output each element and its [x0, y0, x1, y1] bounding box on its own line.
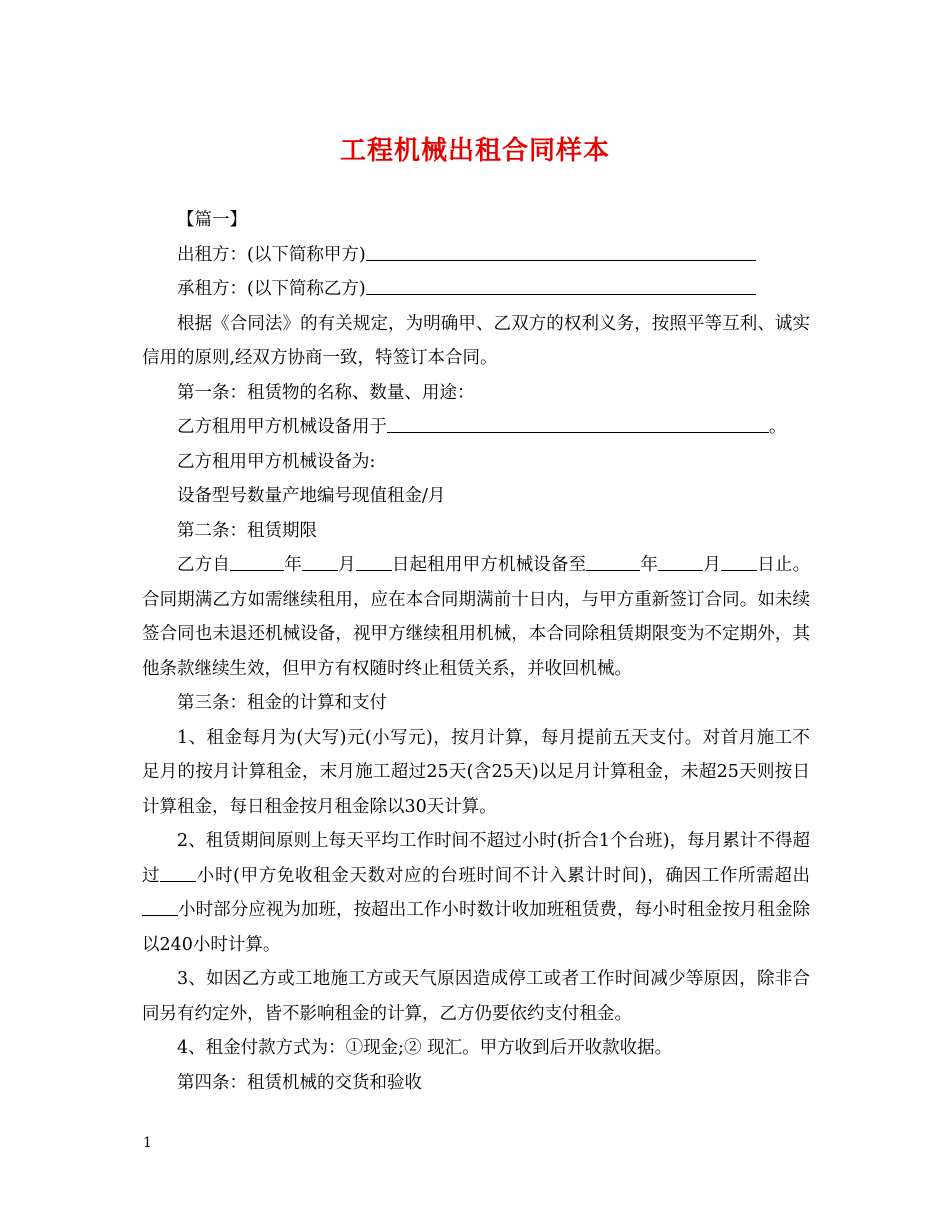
- lessor-line: [142, 238, 810, 273]
- lessor-label: 出租方：(以下简称甲方): [177, 244, 366, 265]
- lessee-line: [142, 272, 810, 307]
- usage-blank: [387, 412, 769, 433]
- document-title: 工程机械出租合同样本: [339, 136, 610, 166]
- article-1-heading: 第一条：租赁物的名称、数量、用途：: [177, 382, 475, 403]
- art2-text-f: 月: [703, 555, 722, 575]
- overtime-hours-blank: [142, 895, 178, 916]
- art3-2-text-c: 小时部分应视为加班，按超出工作小时数计收加班租赁费，每小时租金按月租金除以240小时计算。: [142, 900, 810, 955]
- preamble-paragraph: 根据《合同法》的有关规定，为明确甲、乙双方的权利义务，按照平等互利、诚实信用的原则,经双方协商一致，特签订本合同。: [142, 313, 810, 368]
- end-month-blank: [658, 550, 703, 571]
- end-year-blank: [586, 550, 640, 571]
- article-3-clause-2: [142, 824, 810, 962]
- article-1-use-suffix: 。: [769, 417, 787, 437]
- art2-text-g: 日止。合同期满乙方如需继续租用，应在本合同期满前十日内，与甲方重新签订合同。如未续签合同也未退还机械设备，视甲方继续租用机械，本合同除租赁期限变为不定期外，其他条款继续生效，但甲方有权随时终止租赁关系，并收回机械。: [142, 555, 811, 679]
- article-1-equipment-line: 乙方租用甲方机械设备为:: [177, 451, 376, 472]
- page-number: 1: [143, 1135, 152, 1151]
- lessor-name-blank: [366, 240, 756, 261]
- article-2-paragraph: [142, 548, 810, 686]
- end-day-blank: [721, 550, 757, 571]
- art3-2-text-b: 小时(甲方免收租金天数对应的台班时间不计入累计时间)，确因工作所需超出: [196, 865, 811, 886]
- article-1-use-line: [142, 410, 810, 445]
- lessee-label: 承租方：(以下简称乙方): [177, 279, 366, 299]
- art2-text-e: 年: [640, 555, 659, 575]
- art2-text-a: 乙方自: [177, 555, 231, 575]
- art2-text-c: 月: [337, 555, 356, 575]
- article-2-heading: 第二条：租赁期限: [177, 520, 317, 541]
- article-1-columns-line: 设备型号数量产地编号现值租金/月: [177, 486, 446, 506]
- start-month-blank: [302, 550, 338, 571]
- max-hours-blank: [160, 861, 196, 882]
- art2-text-b: 年: [284, 555, 302, 575]
- article-3-clause-3: 3、如因乙方或工地施工方或天气原因造成停工或者工作时间减少等原因，除非合同另有约定外，皆不影响租金的计算，乙方仍要依约支付租金。: [142, 969, 810, 1024]
- article-1-use-prefix: 乙方租用甲方机械设备用于: [177, 417, 387, 437]
- article-3-heading: 第三条：租金的计算和支付: [177, 693, 387, 713]
- article-4-heading: 第四条：租赁机械的交货和验收: [177, 1072, 422, 1093]
- art3-2-text-a: 2、租赁期间原则上每天平均工作时间不超过小时(折合1个台班)，每月累计不得超过: [142, 831, 810, 886]
- document-body: [142, 203, 810, 1100]
- start-year-blank: [230, 550, 284, 571]
- section-label: 【篇一】: [177, 210, 247, 230]
- lessee-name-blank: [366, 274, 756, 295]
- start-day-blank: [356, 550, 392, 571]
- art2-text-d: 日起租用甲方机械设备至: [391, 555, 587, 575]
- article-3-clause-4: 4、租金付款方式为：①现金;② 现汇。甲方收到后开收款收据。: [177, 1038, 673, 1058]
- article-3-clause-1: 1、租金每月为(大写)元(小写元)，按月计算，每月提前五天支付。对首月施工不足月的按月计算租金，末月施工超过25天(含25天)以足月计算租金，未超25天则按日计算租金，每日租金按月租金除以30天计算。: [142, 727, 810, 817]
